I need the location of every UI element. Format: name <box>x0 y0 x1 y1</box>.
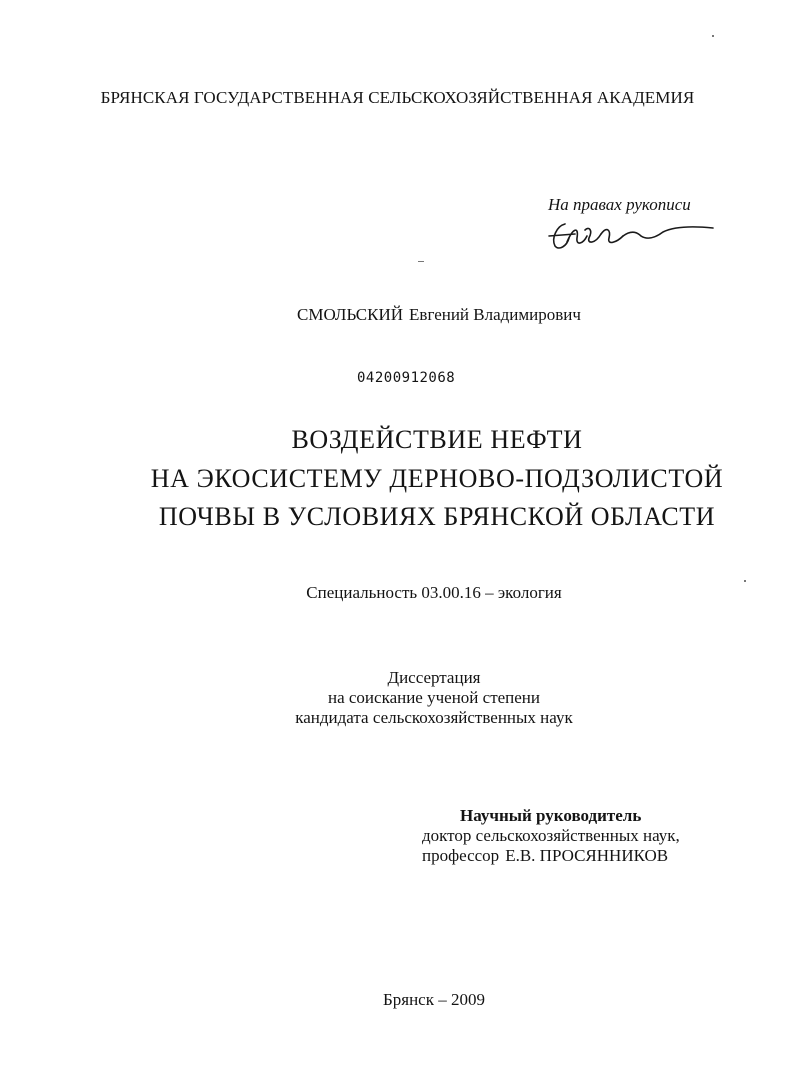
degree-line: на соискание ученой степени <box>327 688 541 707</box>
author-given-names: Евгений Владимирович <box>409 305 581 324</box>
supervisor-block <box>422 806 680 866</box>
degree-line: Диссертация <box>387 668 481 687</box>
scan-speck <box>418 261 424 262</box>
registration-number: 04200912068 <box>357 370 456 386</box>
supervisor-heading: Научный руководитель <box>460 806 642 825</box>
institution-name: БРЯНСКАЯ ГОСУДАРСТВЕННАЯ СЕЛЬСКОХОЗЯЙСТВЕННАЯ АКАДЕМИЯ <box>100 88 695 107</box>
supervisor-position: профессор <box>422 846 500 865</box>
city-year: Брянск – 2009 <box>383 990 485 1009</box>
supervisor-degree: доктор сельскохозяйственных наук, <box>422 826 680 845</box>
title-line: ВОЗДЕЙСТВИЕ НЕФТИ <box>291 425 583 454</box>
title-line: НА ЭКОСИСТЕМУ ДЕРНОВО-ПОДЗОЛИСТОЙ <box>150 463 724 493</box>
author-surname: СМОЛЬСКИЙ <box>297 305 404 324</box>
scan-speck <box>712 35 714 37</box>
scan-speck <box>744 580 746 582</box>
title-line: ПОЧВЫ В УСЛОВИЯХ БРЯНСКОЙ ОБЛАСТИ <box>158 502 716 531</box>
author-name <box>0 305 795 325</box>
supervisor-line <box>422 846 680 866</box>
author-signature <box>545 216 715 254</box>
supervisor-name: Е.В. ПРОСЯННИКОВ <box>505 846 669 865</box>
degree-line: кандидата сельскохозяйственных наук <box>295 708 573 727</box>
specialty: Специальность 03.00.16 – экология <box>306 583 562 602</box>
dissertation-title <box>0 421 795 537</box>
degree-statement <box>0 668 795 728</box>
rights-note: На правах рукописи <box>548 195 691 214</box>
